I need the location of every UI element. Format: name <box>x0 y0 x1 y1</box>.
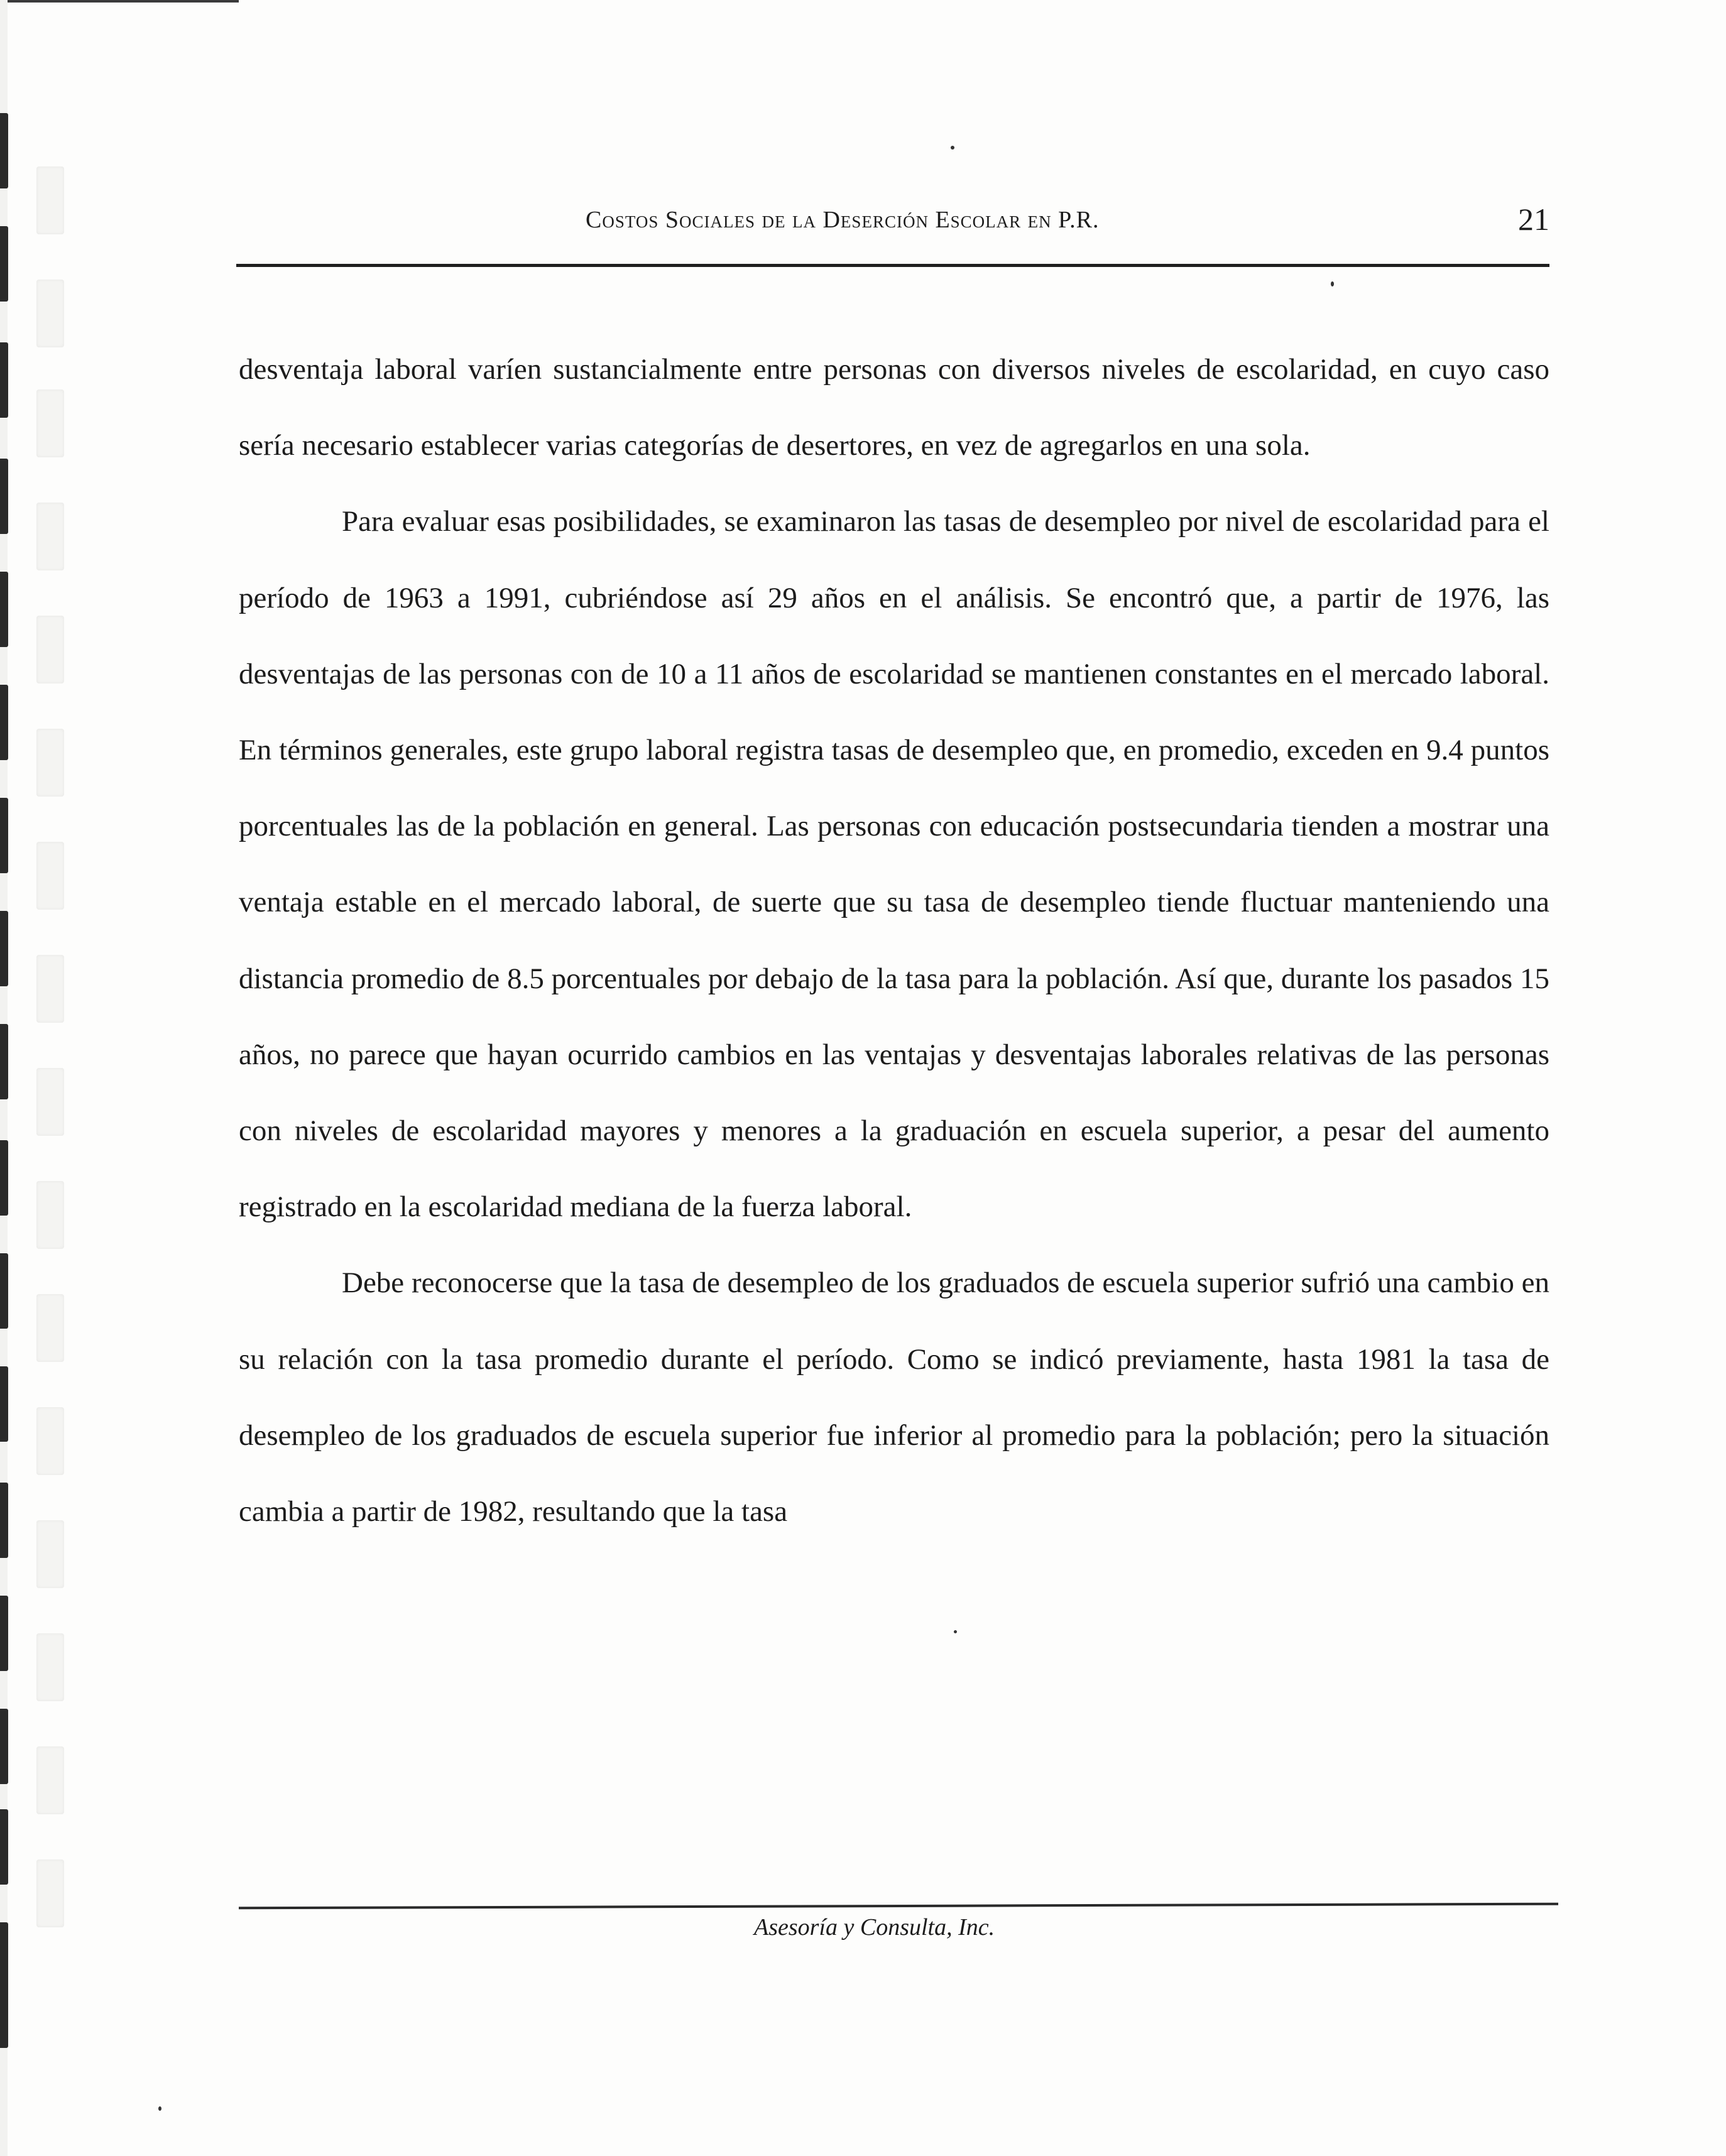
running-header <box>236 201 1549 251</box>
binding-coil <box>0 1024 8 1099</box>
binding-hole <box>36 1181 64 1249</box>
binding-coil <box>0 1922 8 2048</box>
binding-hole <box>36 616 64 683</box>
binding-coil <box>0 1709 8 1784</box>
footer-publisher: Asesoría y Consulta, Inc. <box>754 1914 995 1941</box>
binding-hole <box>36 1520 64 1588</box>
paragraph: Debe reconocerse que la tasa de desempleo de los graduados de escuela superior sufrió una cambio en su relación con la tasa promedio durante el período. Como se indicó previamente, hasta 1981 la tasa de desempleo de los graduados de escuela superior fue inferior al promedio para la población; pero la situación cambia a partir de 1982, resultando que la tasa <box>239 1266 1549 1528</box>
binding-hole <box>36 842 64 910</box>
binding-coil <box>0 685 8 760</box>
binding-hole <box>36 1407 64 1475</box>
footer-rule <box>239 1903 1558 1910</box>
page-number: 21 <box>1518 202 1549 237</box>
binding-hole <box>36 1068 64 1136</box>
binding-hole <box>36 1746 64 1814</box>
binding-hole <box>36 1633 64 1701</box>
header-rule <box>236 264 1549 267</box>
header-title: Costos Sociales de la Deserción Escolar en P.R. <box>586 207 1100 233</box>
speck <box>158 2106 161 2111</box>
speck <box>951 146 954 150</box>
binding-hole <box>36 166 64 234</box>
binding-coil <box>0 459 8 534</box>
spiral-binding <box>0 0 75 2156</box>
binding-coil <box>0 1253 8 1329</box>
speck <box>1331 281 1334 286</box>
speck <box>954 1630 957 1633</box>
binding-hole <box>36 280 64 347</box>
binding-hole <box>36 1294 64 1362</box>
binding-coil <box>0 911 8 986</box>
binding-coil <box>0 798 8 873</box>
body-text <box>239 332 1549 1550</box>
binding-coil <box>0 226 8 302</box>
binding-coil <box>0 1809 8 1885</box>
binding-coil <box>0 1483 8 1558</box>
binding-hole <box>36 1859 64 1927</box>
binding-coil <box>0 1366 8 1442</box>
paragraph: Para evaluar esas posibilidades, se examinaron las tasas de desempleo por nivel de escolaridad para el período de 1963 a 1991, cubriéndose así 29 años en el análisis. Se encontró que, a partir de 1976, las desventajas de las personas con de 10 a 11 años de escolaridad se mantienen constantes en el mercado laboral. En términos generales, este grupo laboral registra tasas de desempleo que, en promedio, exceden en 9.4 puntos porcentuales las de la población en general. Las personas con educación postsecundaria tienden a mostrar una ventaja estable en el mercado laboral, de suerte que su tasa de desempleo tiende fluctuar manteniendo una distancia promedio de 8.5 porcentuales por debajo de la tasa para la población. Así que, durante los pasados 15 años, no parece que hayan ocurrido cambios en las ventajas y desventajas laborales relativas de las personas con niveles de escolaridad mayores y menores a la graduación en escuela superior, a pesar del aumento registrado en la escolaridad mediana de la fuerza laboral. <box>239 505 1549 1224</box>
binding-coil <box>0 572 8 647</box>
binding-coil <box>0 1596 8 1671</box>
binding-coil <box>0 1140 8 1216</box>
binding-coil <box>0 342 8 418</box>
binding-hole <box>36 503 64 570</box>
binding-hole <box>36 955 64 1023</box>
binding-hole <box>36 729 64 797</box>
binding-hole <box>36 389 64 457</box>
paragraph: desventaja laboral varíen sustancialmente entre personas con diversos niveles de escolaridad, en cuyo caso sería necesario establecer varias categorías de desertores, en vez de agregarlos en una sola. <box>239 353 1549 462</box>
binding-coil <box>0 113 8 188</box>
